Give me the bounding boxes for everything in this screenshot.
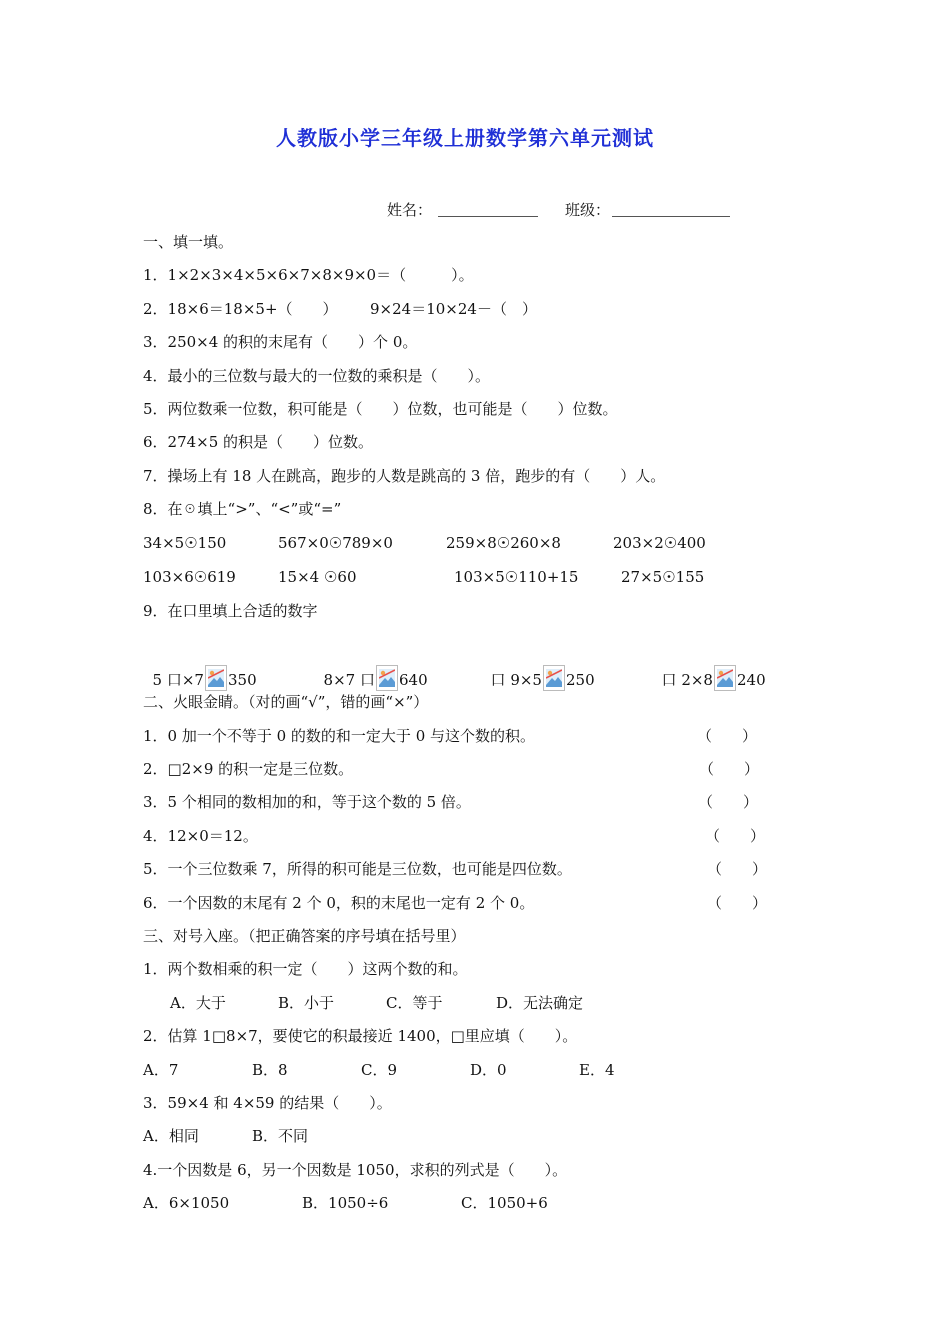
compare-item: 103×5☉110+15 bbox=[454, 568, 579, 586]
s3-question-4: 4.一个因数是 6，另一个因数是 1050，求积的列式是（ ）。 bbox=[143, 1161, 568, 1179]
s1-question-3: 3．250×4 的积的末尾有（ ）个 0。 bbox=[143, 333, 418, 351]
judge-answer-paren[interactable]: （ ） bbox=[699, 760, 760, 778]
compare-item: 259×8☉260×8 bbox=[446, 534, 561, 552]
s1-question-4: 4．最小的三位数与最大的一位数的乘积是（ ）。 bbox=[143, 367, 491, 385]
fill-digit-item: 口 2×8 240 bbox=[652, 645, 766, 691]
name-label: 姓名： bbox=[387, 201, 433, 219]
choice-option: C．1050+6 bbox=[461, 1194, 548, 1212]
choice-option: A．大于 bbox=[170, 994, 226, 1012]
s3-question-2: 2．估算 1□8×7，要使它的积最接近 1400，□里应填（ ）。 bbox=[143, 1027, 578, 1045]
judge-answer-paren[interactable]: （ ） bbox=[707, 894, 768, 912]
document-title: 人教版小学三年级上册数学第六单元测试 bbox=[276, 126, 654, 150]
choice-option: A．6×1050 bbox=[143, 1194, 230, 1212]
s1-question-8: 8．在☉填上“>”、“<”或“=” bbox=[143, 500, 342, 518]
s1-question-5: 5．两位数乘一位数，积可能是（ ）位数，也可能是（ ）位数。 bbox=[143, 400, 618, 418]
judge-item-text: 3．5 个相同的数相加的和，等于这个数的 5 倍。 bbox=[143, 793, 471, 811]
compare-item: 567×0☉789×0 bbox=[278, 534, 393, 552]
fill-digit-item: 8×7 口 640 bbox=[314, 645, 428, 691]
judge-item-text: 2．□2×9 的积一定是三位数。 bbox=[143, 760, 354, 778]
s3-question-1: 1．两个数相乘的积一定（ ）这两个数的和。 bbox=[143, 960, 468, 978]
class-label: 班级： bbox=[565, 201, 611, 219]
image-placeholder-icon bbox=[543, 665, 565, 691]
choice-option: B．8 bbox=[252, 1061, 288, 1079]
s1-question-2a: 2．18×6＝18×5+（ ） bbox=[143, 300, 338, 318]
judge-item-text: 4．12×0＝12。 bbox=[143, 827, 258, 845]
judge-answer-paren[interactable]: （ ） bbox=[698, 793, 759, 811]
fill-digit-item: 5 口×7 350 bbox=[143, 645, 257, 691]
name-blank[interactable] bbox=[438, 202, 538, 217]
image-placeholder-icon bbox=[376, 665, 398, 691]
compare-item: 103×6☉619 bbox=[143, 568, 236, 586]
section1-heading: 一、填一填。 bbox=[143, 233, 234, 251]
section3-heading: 三、对号入座。（把正确答案的序号填在括号里） bbox=[143, 927, 466, 945]
image-placeholder-icon bbox=[714, 665, 736, 691]
choice-option: B．1050÷6 bbox=[302, 1194, 389, 1212]
compare-item: 34×5☉150 bbox=[143, 534, 227, 552]
s3-question-3: 3．59×4 和 4×59 的结果（ ）。 bbox=[143, 1094, 392, 1112]
s1-question-1: 1．1×2×3×4×5×6×7×8×9×0＝（ ）。 bbox=[143, 266, 474, 284]
s1-question-9: 9．在口里填上合适的数字 bbox=[143, 602, 318, 620]
image-placeholder-icon bbox=[205, 665, 227, 691]
compare-item: 27×5☉155 bbox=[621, 568, 705, 586]
judge-item-text: 5．一个三位数乘 7，所得的积可能是三位数，也可能是四位数。 bbox=[143, 860, 572, 878]
choice-option: B．小于 bbox=[278, 994, 335, 1012]
s1-question-6: 6．274×5 的积是（ ）位数。 bbox=[143, 433, 374, 451]
s1-question-2b: 9×24＝10×24－（ ） bbox=[370, 300, 537, 318]
choice-option: A．相同 bbox=[143, 1127, 199, 1145]
judge-item-text: 6．一个因数的末尾有 2 个 0，积的末尾也一定有 2 个 0。 bbox=[143, 894, 535, 912]
judge-answer-paren[interactable]: （ ） bbox=[705, 827, 766, 845]
compare-item: 15×4 ☉60 bbox=[278, 568, 357, 586]
choice-option: D．无法确定 bbox=[496, 994, 584, 1012]
choice-option: C．9 bbox=[361, 1061, 398, 1079]
choice-option: A．7 bbox=[143, 1061, 179, 1079]
choice-option: B．不同 bbox=[252, 1127, 309, 1145]
fill-digit-item: 口 9×5 250 bbox=[481, 645, 595, 691]
judge-answer-paren[interactable]: （ ） bbox=[697, 727, 758, 745]
s1-question-7: 7．操场上有 18 人在跳高，跑步的人数是跳高的 3 倍，跑步的有（ ）人。 bbox=[143, 467, 666, 485]
section2-heading: 二、火眼金睛。（对的画“√”，错的画“×”） bbox=[143, 693, 429, 711]
class-blank[interactable] bbox=[612, 202, 730, 217]
judge-answer-paren[interactable]: （ ） bbox=[707, 860, 768, 878]
choice-option: C．等于 bbox=[386, 994, 443, 1012]
judge-item-text: 1．0 加一个不等于 0 的数的和一定大于 0 与这个数的积。 bbox=[143, 727, 536, 745]
choice-option: E．4 bbox=[579, 1061, 615, 1079]
choice-option: D．0 bbox=[470, 1061, 507, 1079]
compare-item: 203×2☉400 bbox=[613, 534, 706, 552]
